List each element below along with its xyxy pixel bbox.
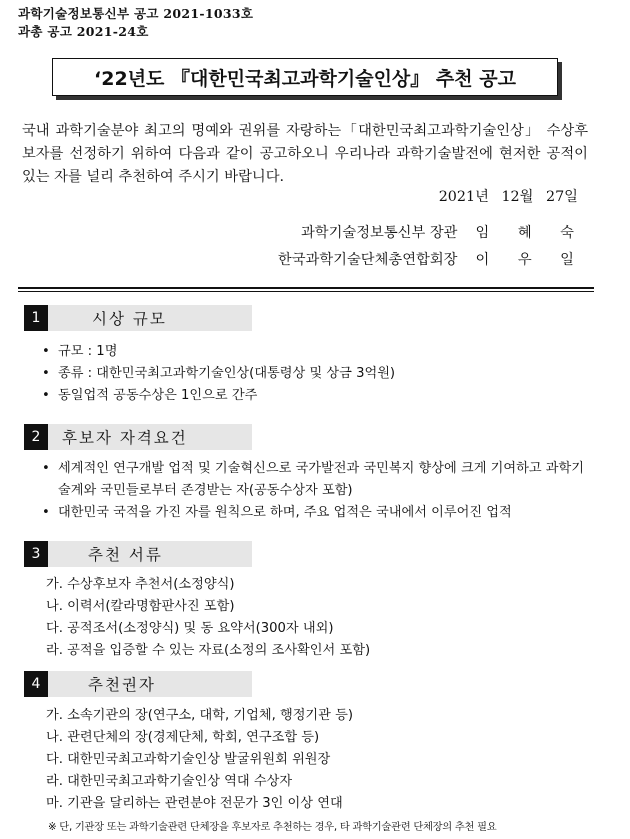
section-header-documents <box>24 541 252 567</box>
award-scale-list <box>40 341 590 407</box>
section-title: 시상 규모 <box>48 305 252 331</box>
list-item: 라. 대한민국최고과학기술인상 역대 수상자 <box>46 774 293 789</box>
list-item: 나. 이력서(칼라명함판사진 포함) <box>46 599 235 614</box>
list-item: 가. 소속기관의 장(연구소, 대학, 기업체, 행정기관 등) <box>46 708 353 723</box>
list-item: • 동일업적 공동수상은 1인으로 간주 <box>40 385 590 407</box>
section-number: 3 <box>24 541 48 567</box>
list-item: • 대한민국 국적을 가진 자를 원칙으로 하며, 주요 업적은 국내에서 이루어진 업적 <box>40 502 590 524</box>
list-item: • 규모 : 1명 <box>40 341 590 363</box>
signatory-kofst-president <box>278 249 586 269</box>
section-number: 1 <box>24 305 48 331</box>
signatory-name: 임 혜 숙 <box>475 225 586 241</box>
list-item: 마. 기관을 달리하는 관련분야 전문가 3인 이상 연대 <box>46 796 343 811</box>
nominators-list <box>40 705 590 815</box>
document-number-ministry: 과학기술정보통신부 공고 2021-1033호 <box>18 6 254 21</box>
section-title: 추천권자 <box>48 671 252 697</box>
announcement-date: 2021년 12월 27일 <box>438 189 578 205</box>
section-title: 추천 서류 <box>48 541 252 567</box>
section-number: 2 <box>24 424 48 450</box>
eligibility-list <box>40 458 590 524</box>
signatory-minister <box>301 222 586 242</box>
signatory-org: 한국과학기술단체총연합회장 <box>277 252 458 268</box>
list-item: 라. 공적을 입증할 수 있는 자료(소정의 조사확인서 포함) <box>46 643 371 658</box>
list-item: 가. 수상후보자 추천서(소정양식) <box>46 577 235 592</box>
list-item: • 종류 : 대한민국최고과학기술인상(대통령상 및 상금 3억원) <box>40 363 590 385</box>
section-header-eligibility <box>24 424 252 450</box>
page-title: ‘22년도 『대한민국최고과학기술인상』 추천 공고 <box>52 58 558 96</box>
signatory-org: 과학기술정보통신부 장관 <box>301 225 458 241</box>
list-item: 다. 대한민국최고과학기술인상 발굴위원회 위원장 <box>46 752 331 767</box>
list-item: 나. 관련단체의 장(경제단체, 학회, 연구조합 등) <box>46 730 320 745</box>
section-title: 후보자 자격요건 <box>48 424 252 450</box>
divider-thick <box>18 287 594 289</box>
section-number: 4 <box>24 671 48 697</box>
section-header-nominators <box>24 671 252 697</box>
list-item: • 세계적인 연구개발 업적 및 기술혁신으로 국가발전과 국민복지 향상에 크게 기여하고 과학기술계와 국민들로부터 존경받는 자(공동수상자 포함) <box>40 458 590 502</box>
divider-thin <box>18 291 594 292</box>
document-number-kofst: 과총 공고 2021-24호 <box>18 24 149 39</box>
list-item: 다. 공적조서(소정양식) 및 동 요약서(300자 내외) <box>46 621 334 636</box>
signatory-name: 이 우 일 <box>475 252 586 268</box>
footnote: ※ 단, 기관장 또는 과학기술관련 단체장을 후보자로 추천하는 경우, 타 과학기술관련 단체장의 추천 필요 <box>48 821 497 833</box>
intro-paragraph: 국내 과학기술분야 최고의 명예와 권위를 자랑하는「대한민국최고과학기술인상」 수상후보자를 선정하기 위하여 다음과 같이 공고하오니 우리나라 과학기술발전에 현저한 공적이 있는 자를 널리 추천하여 주시기 바랍니다. <box>22 123 588 185</box>
documents-list <box>40 574 590 662</box>
section-header-award-scale <box>24 305 252 331</box>
